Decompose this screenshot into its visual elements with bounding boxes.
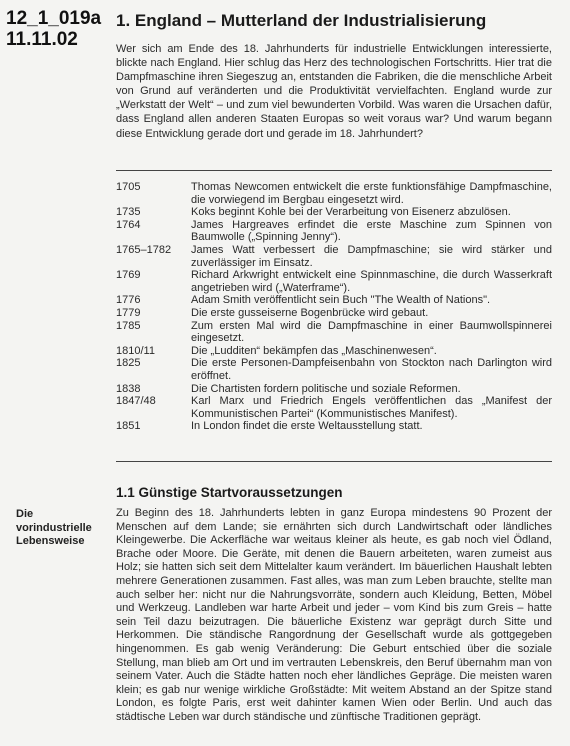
timeline-event: James Hargreaves erfindet die erste Maschine zum Spinnen von Baumwolle („Spinning Jenny“).	[191, 218, 552, 244]
timeline-year: 1769	[116, 269, 141, 282]
timeline-event: Die Chartisten fordern politische und soziale Reformen.	[191, 382, 461, 395]
timeline-year: 1785	[116, 319, 141, 332]
timeline-top-divider	[116, 170, 552, 171]
timeline-bottom-divider	[116, 461, 552, 462]
timeline	[116, 181, 552, 433]
timeline-row	[116, 395, 552, 420]
timeline-year: 1705	[116, 181, 141, 193]
timeline-year: 1779	[116, 306, 141, 319]
timeline-event: In London findet die erste Weltausstellung statt.	[191, 420, 423, 433]
timeline-row	[116, 357, 552, 382]
timeline-row	[116, 383, 552, 396]
timeline-row	[116, 294, 552, 307]
section-title: 1.1 Günstige Startvoraussetzungen	[116, 485, 343, 500]
timeline-event: Karl Marx und Friedrich Engels veröffentlichen das „Manifest der Kommunistischen Partei“ (Kommunistisches Manifest).	[191, 395, 552, 420]
timeline-event: Richard Arkwright entwickelt eine Spinnmaschine, die durch Wasserkraft angetrieben wird („Waterframe“).	[191, 269, 552, 294]
timeline-event: Koks beginnt Kohle bei der Verarbeitung von Eisenerz abzulösen.	[191, 206, 511, 219]
timeline-event: Die erste gusseiserne Bogenbrücke wird gebaut.	[191, 306, 429, 319]
intro-paragraph: Wer sich am Ende des 18. Jahrhunderts für industrielle Entwicklungen interessierte, blickte nach England. Hier schlug das Herz des technologischen Fortschritts. Hier trat die Dampfmaschine ihren Siegeszug an, entstanden die Fabriken, die die menschliche Arbeit von Grund auf veränderten und die Produktivität vervielfachten. England wurde zur „Werkstatt der Welt“ – und zum viel bewunderten Vorbild. Was waren die Ursachen dafür, dass England allen anderen Staaten Europas so weit voraus war? Und warum begann diese Entwicklung gerade dort und gerade im 18. Jahrhundert?	[116, 43, 552, 140]
timeline-row	[116, 307, 552, 320]
timeline-event: Die „Ludditen“ bekämpfen das „Maschinenwesen“.	[191, 344, 437, 357]
timeline-year: 1825	[116, 357, 141, 370]
document-date: 11.11.02	[6, 29, 78, 50]
timeline-year: 1810/11	[116, 344, 155, 357]
timeline-year: 1765–1782	[116, 243, 172, 256]
timeline-row	[116, 345, 552, 358]
timeline-row	[116, 206, 552, 219]
timeline-year: 1847/48	[116, 395, 156, 408]
document-id	[6, 8, 101, 50]
timeline-row	[116, 181, 552, 206]
document-code: 12_1_019a	[6, 8, 102, 29]
section-body: Zu Beginn des 18. Jahrhunderts lebten in ganz Europa mindestens 90 Prozent der Menschen auf dem Lande; sie ernährten sich durch Landwirtschaft oder ländliches Kleingewerbe. Die Ackerfläche war weitaus kleiner als heute, es gab noch viel Ödland, Brache oder Moore. Die Geräte, mit denen die Bauern arbeiteten, waren zumeist aus Holz; sie hatten sich seit dem Mittelalter kaum verändert. Im bäuerlichen Haushalt lebten mehrere Generationen zusammen. Fast alles, was man zum Leben brauchte, stellte man auch selber her: nicht nur die Nahrungsvorräte, sondern auch Kleidung, Betten, Möbel und Werkzeug. Landleben war harte Arbeit und jeder – vom Kind bis zum Greis – hatte sein Teil dazu beizutragen. Die bäuerliche Existenz war geprägt durch Sitte und Herkommen. Die ständische Rangordnung der Gesellschaft wurde als gottgegeben hingenommen. Es gab wenig Veränderung: Die Geburt entschied über die soziale Stellung, man blieb am Ort und im vertrauten Lebenskreis, den Beruf übernahm man von seinem Vater. Auch die Städte hatten noch eher ländliches Gepräge. Die meisten waren klein; es gab nur wenige wirkliche Großstädte: Mit weitem Abstand an der Spitze stand London, es folgte Paris, erst weit dahinter kamen Wien oder Berlin. Und auch das städtische Leben war durch ständische und zünftische Traditionen geprägt.	[116, 507, 552, 723]
timeline-year: 1735	[116, 206, 141, 219]
timeline-row	[116, 269, 552, 294]
timeline-year: 1776	[116, 294, 141, 307]
timeline-event: James Watt verbessert die Dampfmaschine; sie wird stärker und zuverlässiger im Einsatz.	[191, 243, 552, 269]
chapter-title: 1. England – Mutterland der Industrialisierung	[116, 11, 487, 30]
timeline-row	[116, 244, 552, 269]
timeline-event: Die erste Personen-Dampfeisenbahn von Stockton nach Darlington wird eröffnet.	[191, 357, 552, 382]
timeline-event: Adam Smith veröffentlicht sein Buch "The Wealth of Nations".	[191, 294, 491, 307]
timeline-row	[116, 320, 552, 345]
timeline-row	[116, 219, 552, 244]
timeline-year: 1764	[116, 218, 141, 231]
timeline-event: Zum ersten Mal wird die Dampfmaschine in einer Baumwollspinnerei eingesetzt.	[191, 319, 552, 345]
timeline-year: 1851	[116, 420, 141, 433]
timeline-year: 1838	[116, 382, 141, 395]
timeline-event: Thomas Newcomen entwickelt die erste funktionsfähige Dampfmaschine, die vorwiegend im Bergbau eingesetzt wird.	[191, 181, 552, 206]
timeline-row	[116, 420, 552, 433]
margin-note: Die vorindustrielle Lebensweise	[16, 508, 92, 547]
